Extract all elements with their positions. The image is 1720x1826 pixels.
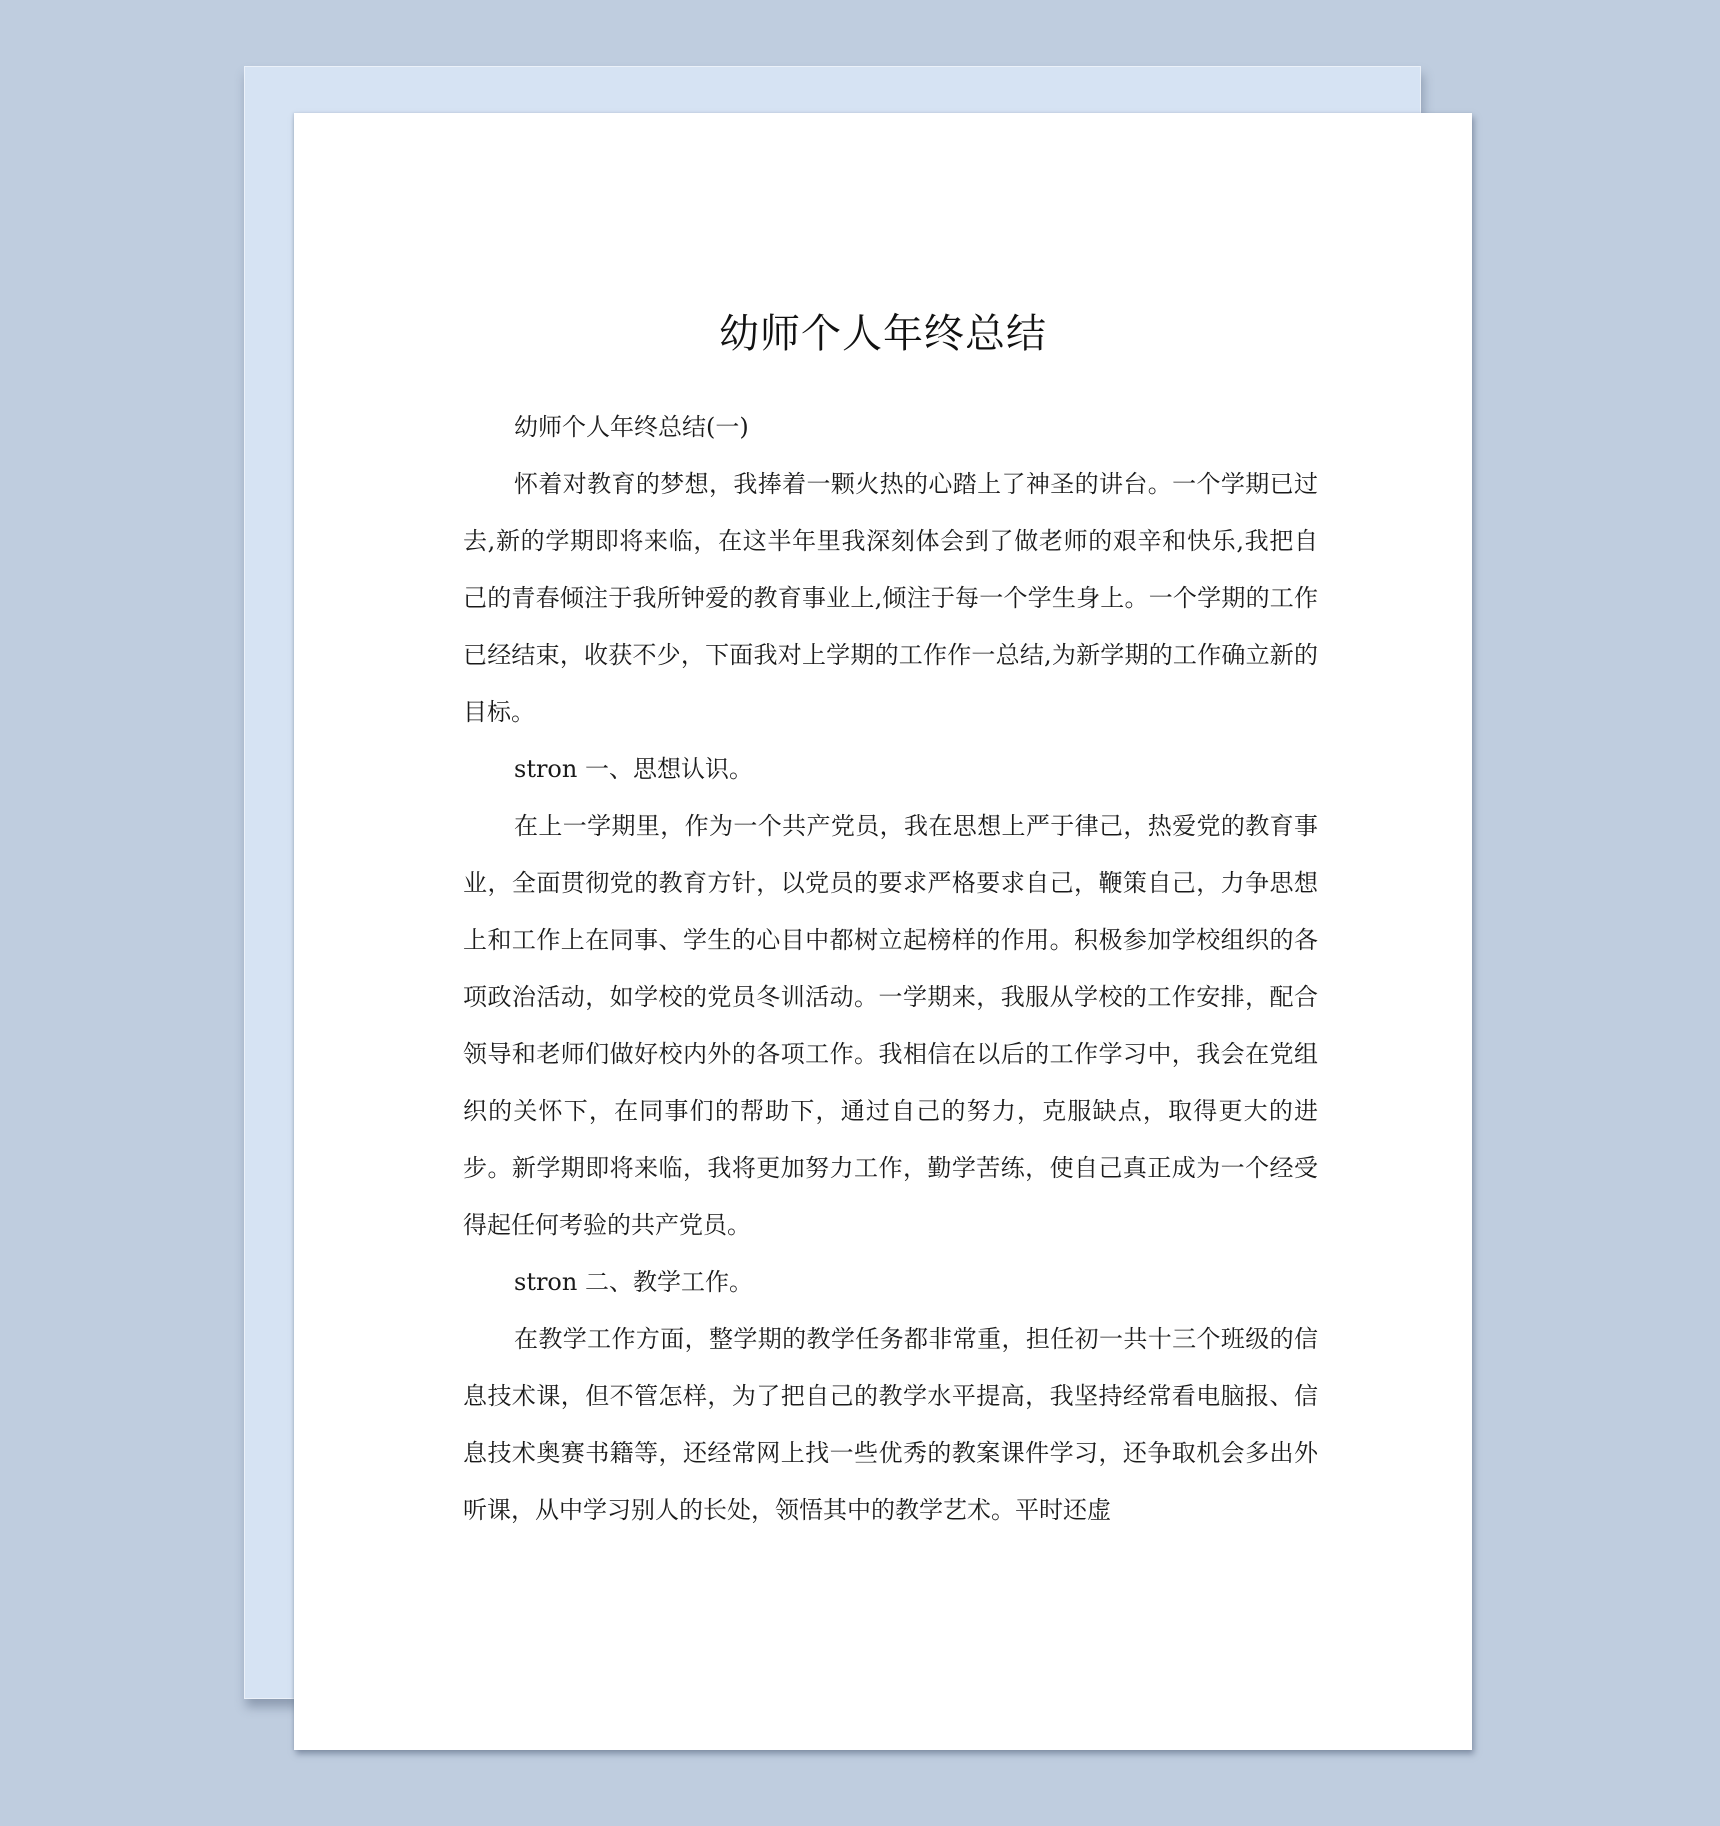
document-body (463, 399, 1318, 1539)
paragraph-teaching: 在教学工作方面，整学期的教学任务都非常重，担任初一共十三个班级的信息技术课，但不管怎样，为了把自己的教学水平提高，我坚持经常看电脑报、信息技术奥赛书籍等，还经常网上找一些优秀的教案课件学习，还争取机会多出外听课，从中学习别人的长处，领悟其中的教学艺术。平时还虚 (463, 1325, 1318, 1524)
paragraph-thinking: 在上一学期里，作为一个共产党员，我在思想上严于律己，热爱党的教育事业，全面贯彻党的教育方针，以党员的要求严格要求自己，鞭策自己，力争思想上和工作上在同事、学生的心目中都树立起榜样的作用。积极参加学校组织的各项政治活动，如学校的党员冬训活动。一学期来，我服从学校的工作安排，配合领导和老师们做好校内外的各项工作。我相信在以后的工作学习中，我会在党组织的关怀下，在同事们的帮助下，通过自己的努力，克服缺点，取得更大的进步。新学期即将来临，我将更加努力工作，勤学苦练，使自己真正成为一个经受得起任何考验的共产党员。 (463, 812, 1318, 1239)
document-page (294, 113, 1472, 1750)
document-title: 幼师个人年终总结 (719, 311, 1047, 357)
section-heading-thinking: stron 一、思想认识。 (514, 755, 753, 783)
paragraph-intro: 怀着对教育的梦想，我捧着一颗火热的心踏上了神圣的讲台。一个学期已过去,新的学期即将来临，在这半年里我深刻体会到了做老师的艰辛和快乐,我把自己的青春倾注于我所钟爱的教育事业上,倾注于每一个学生身上。一个学期的工作已经结束，收获不少，下面我对上学期的工作作一总结,为新学期的工作确立新的目标。 (463, 470, 1318, 726)
document-subtitle: 幼师个人年终总结(一) (514, 413, 749, 441)
section-heading-teaching: stron 二、教学工作。 (514, 1268, 753, 1296)
